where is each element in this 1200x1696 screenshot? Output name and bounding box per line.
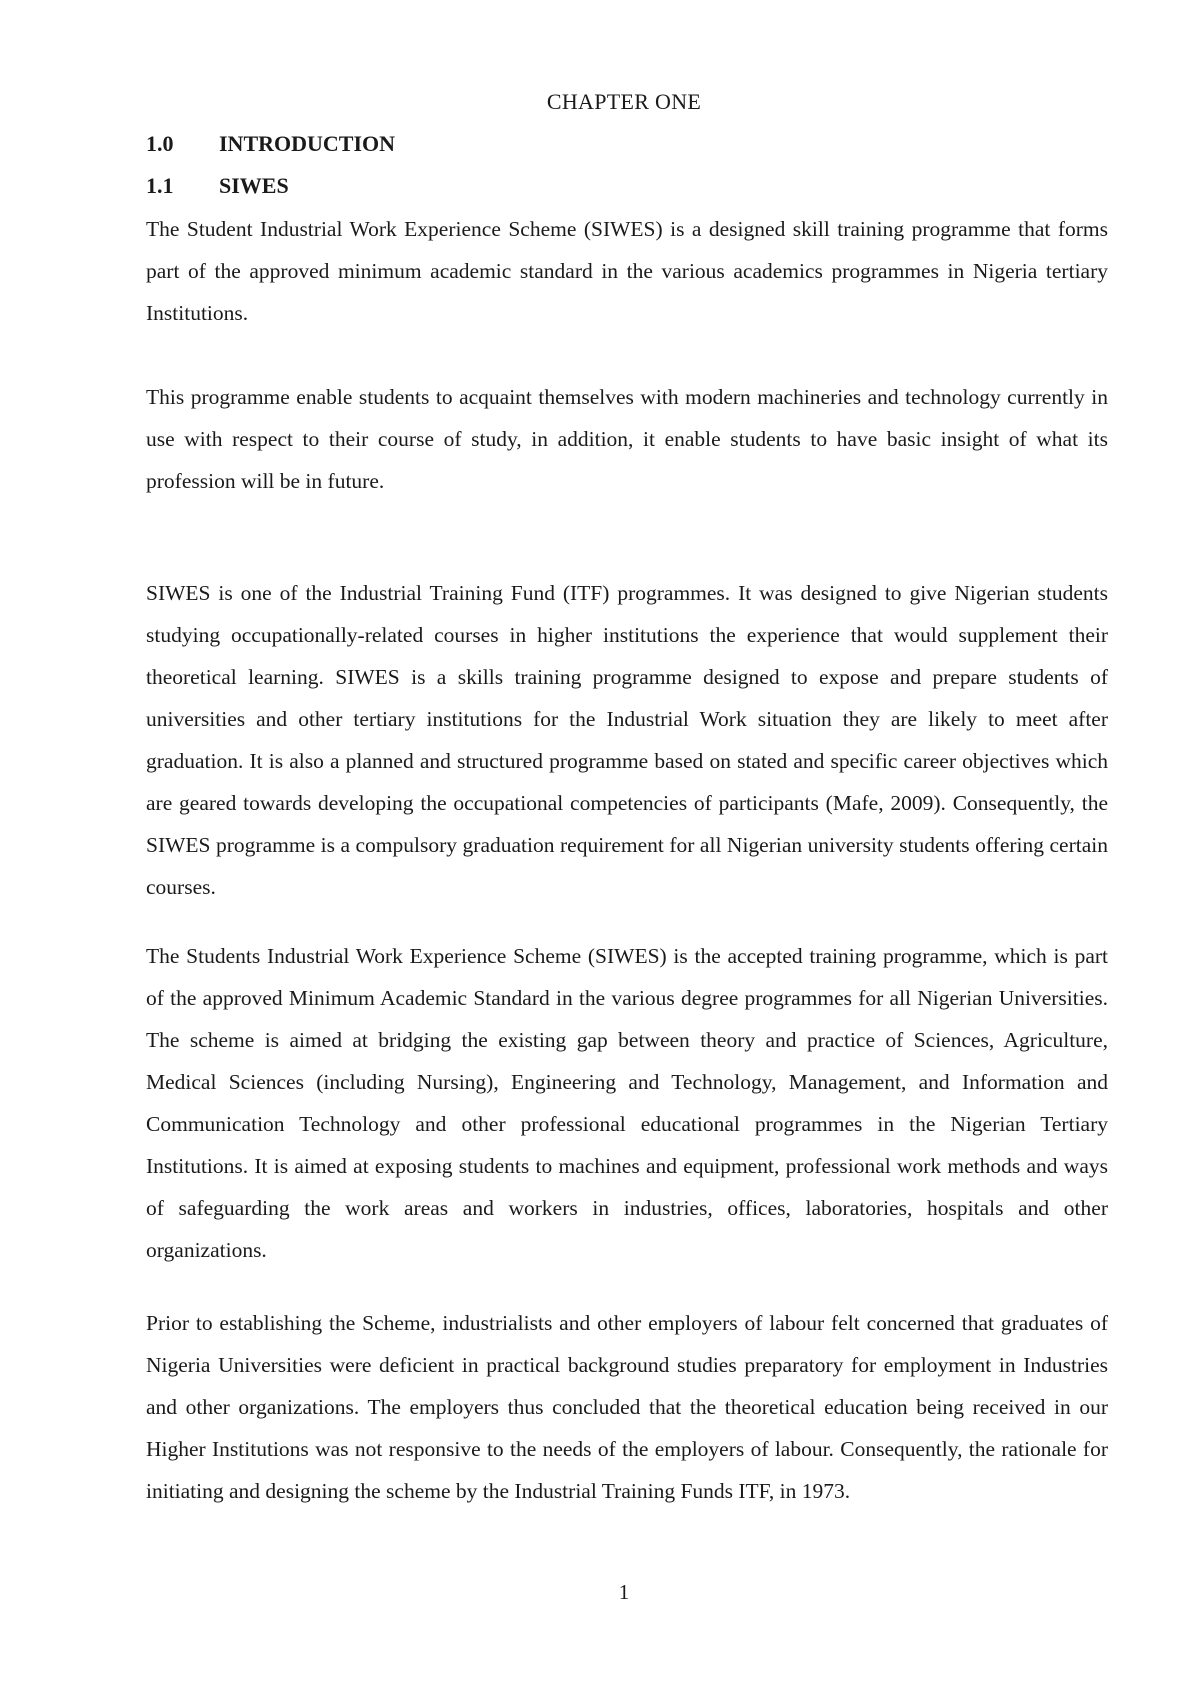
section-title: SIWES (219, 173, 289, 198)
paragraph: Prior to establishing the Scheme, industrialists and other employers of labour felt concerned that graduates of Nigeria Universities were deficient in practical background studies preparatory for employment in Industries and other organizations. The employers thus concluded that the theoretical education being received in our Higher Institutions was not responsive to the needs of the employers of labour. Consequently, the rationale for initiating and designing the scheme by the Industrial Training Funds ITF, in 1973. (146, 1311, 1108, 1503)
page-number: 1 (618, 1580, 630, 1604)
section-heading-siwes (146, 172, 289, 200)
paragraph: The Student Industrial Work Experience Scheme (SIWES) is a designed skill training programme that forms part of the approved minimum academic standard in the various academics programmes in Nigeria tertiary Institutions. (146, 217, 1108, 325)
paragraph: The Students Industrial Work Experience Scheme (SIWES) is the accepted training programme, which is part of the approved Minimum Academic Standard in the various degree programmes for all Nigerian Universities. The scheme is aimed at bridging the existing gap between theory and practice of Sciences, Agriculture, Medical Sciences (including Nursing), Engineering and Technology, Management, and Information and Communication Technology and other professional educational programmes in the Nigerian Tertiary Institutions. It is aimed at exposing students to machines and equipment, professional work methods and ways of safeguarding the work areas and workers in industries, offices, laboratories, hospitals and other organizations. (146, 944, 1108, 1262)
section-number: 1.0 (146, 131, 174, 156)
section-title: INTRODUCTION (219, 131, 396, 156)
section-heading-introduction (146, 130, 395, 158)
section-number: 1.1 (146, 173, 174, 198)
chapter-title: CHAPTER ONE (546, 89, 702, 114)
paragraph: SIWES is one of the Industrial Training Fund (ITF) programmes. It was designed to give Nigerian students studying occupationally-related courses in higher institutions the experience that would supplement their theoretical learning. SIWES is a skills training programme designed to expose and prepare students of universities and other tertiary institutions for the Industrial Work situation they are likely to meet after graduation. It is also a planned and structured programme based on stated and specific career objectives which are geared towards developing the occupational competencies of participants (Mafe, 2009). Consequently, the SIWES programme is a compulsory graduation requirement for all Nigerian university students offering certain courses. (146, 581, 1108, 899)
paragraph: This programme enable students to acquaint themselves with modern machineries and technology currently in use with respect to their course of study, in addition, it enable students to have basic insight of what its profession will be in future. (146, 385, 1108, 493)
